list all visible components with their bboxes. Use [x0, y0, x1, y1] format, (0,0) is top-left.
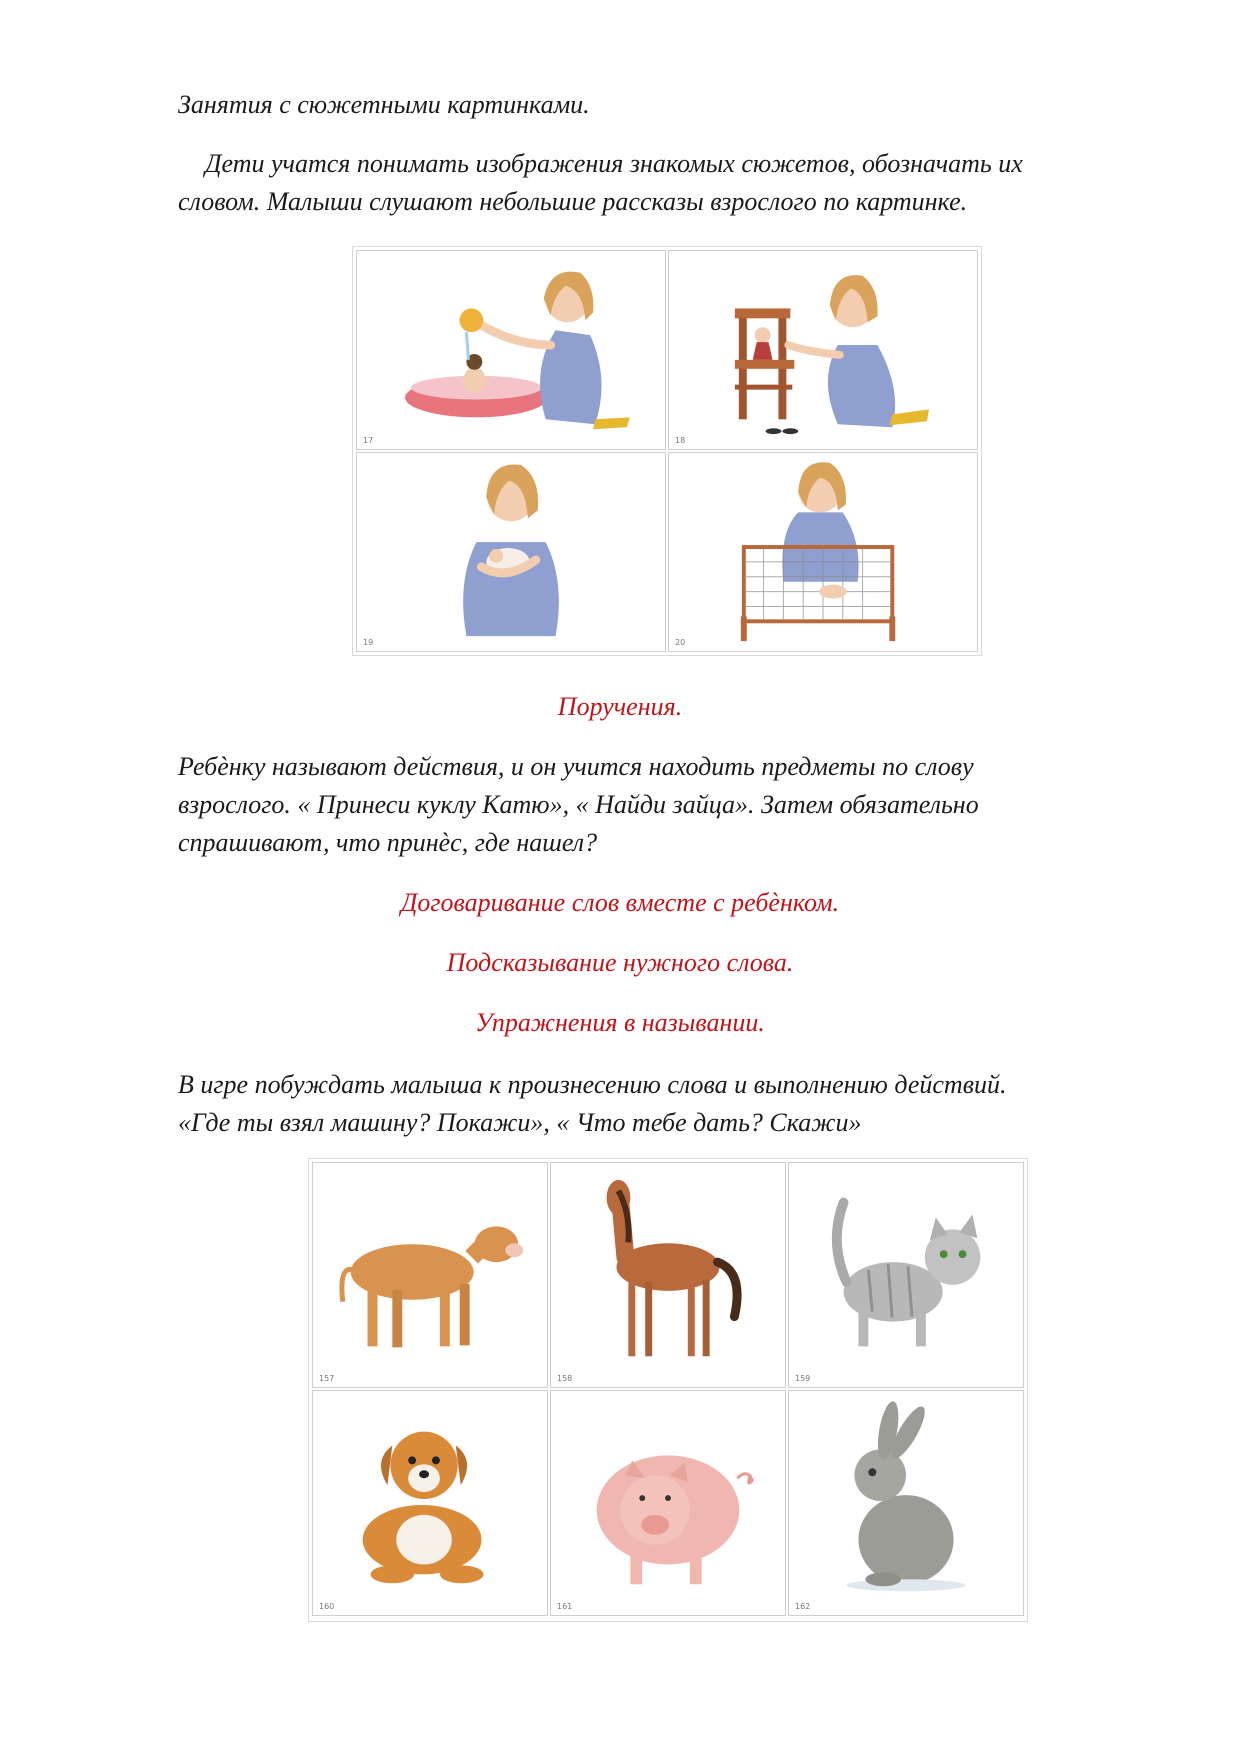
section-heading-plot-pictures: Занятия с сюжетными картинками. [178, 90, 590, 119]
picture-number: 162 [795, 1602, 811, 1611]
picture-number: 157 [319, 1374, 335, 1383]
picture-girl-bathing-doll [356, 250, 666, 450]
picture-number: 17 [363, 436, 374, 445]
picture-puppy [312, 1390, 548, 1616]
piglet-illustration [551, 1391, 785, 1615]
picture-foal [550, 1162, 786, 1388]
picture-number: 161 [557, 1602, 573, 1611]
hare-illustration [789, 1391, 1023, 1615]
girl-doll-crib-illustration [669, 453, 977, 651]
picture-piglet [550, 1390, 786, 1616]
girl-doll-chair-illustration [669, 251, 977, 449]
picture-girl-putting-doll-to-bed [668, 452, 978, 652]
foal-illustration [551, 1163, 785, 1387]
animal-pictures [308, 1158, 1028, 1622]
picture-number: 18 [675, 436, 686, 445]
picture-number: 160 [319, 1602, 335, 1611]
girl-holding-doll-illustration [357, 453, 665, 651]
section-title-finishing-words: Договаривание слов вместе с ребѐнком. [400, 888, 840, 917]
picture-girl-with-doll-on-chair [668, 250, 978, 450]
intro-text-line-2: словом. Малыши слушают небольшие рассказы взрослого по картинке. [178, 187, 968, 216]
game-text-line-2: «Где ты взял машину? Покажи», « Что тебе дать? Скажи» [178, 1108, 862, 1137]
picture-number: 158 [557, 1374, 573, 1383]
picture-number: 159 [795, 1374, 811, 1383]
picture-hare [788, 1390, 1024, 1616]
game-text-line-1: В игре побуждать малыша к произнесению слова и выполнению действий. [178, 1070, 1007, 1099]
picture-number: 19 [363, 638, 374, 647]
section-title-prompting-word: Подсказывание нужного слова. [446, 948, 794, 977]
section-title-assignments: Поручения. [557, 692, 683, 721]
section-title-naming-exercises: Упражнения в назывании. [475, 1008, 765, 1037]
intro-text-line-1: Дети учатся понимать изображения знакомых сюжетов, обозначать их [205, 149, 1023, 178]
girl-bathing-doll-illustration [357, 251, 665, 449]
girl-with-doll-pictures [352, 246, 982, 656]
picture-kitten [788, 1162, 1024, 1388]
picture-number: 20 [675, 638, 686, 647]
assignments-text-line-2: взрослого. « Принеси куклу Катю», « Найди зайца». Затем обязательно [178, 790, 979, 819]
assignments-text-line-3: спрашивают, что принѐс, где нашел? [178, 828, 598, 857]
puppy-illustration [313, 1391, 547, 1615]
kitten-illustration [789, 1163, 1023, 1387]
picture-calf [312, 1162, 548, 1388]
assignments-text-line-1: Ребѐнку называют действия, и он учится находить предметы по слову [178, 752, 974, 781]
calf-illustration [313, 1163, 547, 1387]
picture-girl-holding-doll [356, 452, 666, 652]
